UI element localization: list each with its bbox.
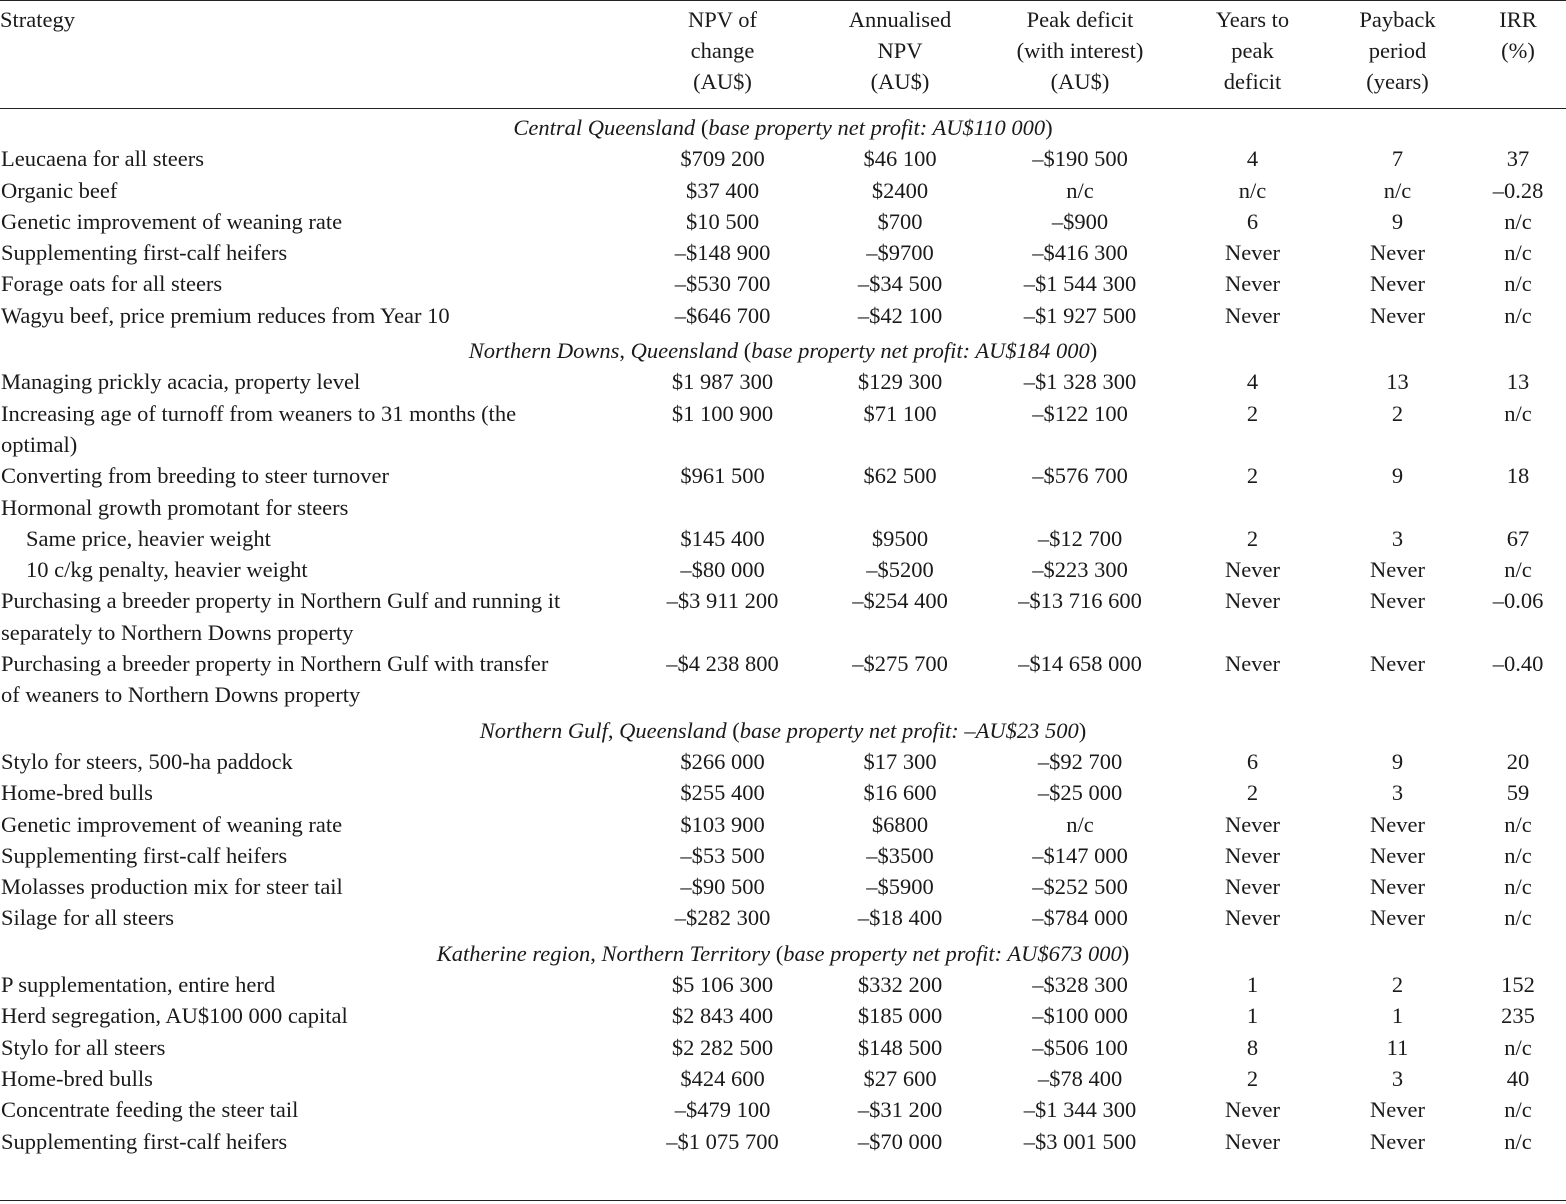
years-to-peak-cell: Never [1225,302,1280,328]
strategy-label: Molasses production mix for steer tail [1,874,343,900]
strategy-cell [0,268,625,299]
annualised-npv-cell: $27 600 [863,1065,937,1091]
irr-cell: 67 [1506,525,1530,551]
strategy-cell [0,460,625,491]
npv-of-change-cell: $424 600 [680,1065,765,1091]
strategy-label: Same price, heavier weight [26,525,271,551]
table-row [0,1126,1566,1157]
peak-deficit-cell: –$328 300 [1032,972,1128,998]
strategy-label: Genetic improvement of weaning rate [1,208,343,234]
strategy-label-continued: of weaners to Northern Downs property [1,682,361,708]
peak-deficit-cell: –$122 100 [1032,400,1128,426]
npv-of-change-cell: $1 100 900 [671,400,774,426]
strategy-label: Converting from breeding to steer turnover [1,463,390,489]
npv-of-change-cell: –$282 300 [674,905,771,931]
npv-of-change-cell: –$148 900 [674,240,771,266]
annualised-npv-cell: –$5200 [866,557,934,583]
table-row [0,300,1566,331]
npv-of-change-cell: –$1 075 700 [666,1128,779,1154]
npv-of-change-cell: $103 900 [680,811,765,837]
strategy-cell [0,902,625,933]
npv-of-change-cell: –$479 100 [674,1097,771,1123]
years-to-peak-cell: Never [1225,240,1280,266]
region-separator: , [607,717,620,743]
years-to-peak-cell: 2 [1246,525,1259,551]
annualised-npv-cell: $9500 [871,525,929,551]
irr-cell: 40 [1506,1065,1530,1091]
strategy-cell [0,1032,625,1063]
strategy-cell [0,300,625,331]
table-row [0,969,1566,1000]
table-row [0,175,1566,206]
years-to-peak-cell: Never [1225,842,1280,868]
strategy-cell [0,366,625,397]
table-row [0,777,1566,808]
peak-deficit-cell: –$14 658 000 [1018,651,1142,677]
region-state: Queensland [630,338,739,364]
strategy-label: Forage oats for all steers [1,271,223,297]
payback-period-cell: Never [1370,271,1425,297]
annualised-npv-cell: $16 600 [863,780,937,806]
annualised-npv-cell: –$31 200 [857,1097,943,1123]
npv-of-change-cell: –$646 700 [674,302,771,328]
strategy-label: Supplementing first-calf heifers [1,1128,288,1154]
payback-period-cell: 2 [1391,400,1404,426]
npv-of-change-cell: $10 500 [685,208,760,234]
strategy-cell [0,809,625,840]
irr-cell: n/c [1504,811,1532,837]
strategy-label: Stylo for all steers [1,1034,166,1060]
peak-deficit-cell [980,492,1180,523]
annualised-npv-cell [820,492,980,523]
peak-deficit-cell: –$900 [1051,208,1109,234]
irr-cell: 59 [1506,780,1530,806]
table-row [0,871,1566,902]
peak-deficit-cell: –$416 300 [1032,240,1128,266]
table-row [0,840,1566,871]
annualised-npv-cell: $71 100 [863,400,937,426]
strategy-cell [0,206,625,237]
header-irr: IRR (%) [1499,7,1537,63]
region-state: Northern Territory [601,940,771,966]
years-to-peak-cell: Never [1225,588,1280,614]
irr-cell: –0.06 [1492,588,1544,614]
strategy-label: Supplementing first-calf heifers [1,842,288,868]
payback-period-cell: 11 [1386,1034,1409,1060]
region-separator: , [619,338,631,364]
region-note: base property net profit: AU$110 000 [708,115,1046,140]
region-note: base property net profit: AU$184 000 [751,338,1090,364]
years-to-peak-cell: 6 [1246,208,1259,234]
table-row [0,902,1566,933]
header-npv-of-change: NPV of change (AU$) [688,7,757,94]
irr-cell: n/c [1504,240,1532,266]
irr-cell: 13 [1506,369,1530,395]
annualised-npv-cell: $129 300 [857,369,943,395]
irr-cell: 235 [1501,1003,1535,1029]
header-peak-deficit: Peak deficit (with interest) (AU$) [1016,7,1144,94]
top-rule [0,0,1566,1]
strategy-label: Home-bred bulls [1,1065,153,1091]
irr-cell: n/c [1504,1034,1532,1060]
region-separator: , [590,940,602,966]
irr-cell: 37 [1506,146,1530,172]
strategy-label: Purchasing a breeder property in Northern Gulf and running it [1,588,561,614]
region-heading [0,711,1566,746]
irr-cell: –0.28 [1492,177,1544,203]
payback-period-cell: 9 [1391,463,1404,489]
irr-cell: n/c [1504,302,1532,328]
strategy-cell [0,871,625,902]
npv-of-change-cell: $709 200 [680,146,765,172]
payback-period-cell: n/c [1383,177,1412,203]
payback-period-cell: 3 [1391,525,1404,551]
header-annualised-npv: Annualised NPV (AU$) [848,7,952,94]
annualised-npv-cell: $148 500 [857,1034,943,1060]
annualised-npv-cell: $6800 [871,811,929,837]
payback-period-cell: Never [1370,302,1425,328]
years-to-peak-cell: Never [1225,811,1280,837]
strategy-label: Organic beef [1,177,118,203]
peak-deficit-cell: –$1 544 300 [1023,271,1137,297]
strategy-cell [0,1063,625,1094]
strategy-cell [0,1126,625,1157]
table-row [0,1032,1566,1063]
table-row [0,206,1566,237]
strategy-label: Herd segregation, AU$100 000 capital [1,1003,348,1029]
peak-deficit-cell: –$25 000 [1037,780,1123,806]
table-row [0,1063,1566,1094]
years-to-peak-cell: 8 [1246,1034,1259,1060]
payback-period-cell: 9 [1391,208,1404,234]
region-note-open: ( [726,717,740,743]
table-row [0,523,1566,554]
peak-deficit-cell: –$147 000 [1032,842,1128,868]
table-row [0,648,1566,711]
payback-period-cell: 13 [1386,369,1409,395]
strategy-label: P supplementation, entire herd [1,972,276,998]
irr-cell: n/c [1504,1128,1532,1154]
irr-cell [1470,492,1566,523]
payback-period-cell: 7 [1391,146,1404,172]
payback-period-cell: 2 [1391,972,1404,998]
peak-deficit-cell: n/c [1066,177,1094,203]
irr-cell: n/c [1504,400,1532,426]
irr-cell: n/c [1504,874,1532,900]
header-years-to-peak-deficit: Years to peak deficit [1215,7,1290,94]
payback-period-cell: Never [1370,1097,1425,1123]
payback-period-cell: 1 [1391,1003,1404,1029]
years-to-peak-cell: 2 [1246,1065,1259,1091]
table-row [0,585,1566,648]
strategy-label: Silage for all steers [1,905,175,931]
table-body [0,108,1566,1157]
irr-cell: n/c [1504,271,1532,297]
strategy-results-table [0,4,1566,1157]
years-to-peak-cell: Never [1225,1097,1280,1123]
region-note-close: ) [1121,940,1130,966]
region-note-open: ( [695,115,709,140]
years-to-peak-cell: 1 [1246,1003,1259,1029]
strategy-cell [0,143,625,174]
strategy-cell [0,585,625,648]
region-note-close: ) [1089,338,1098,364]
peak-deficit-cell: –$78 400 [1037,1065,1123,1091]
strategy-label: Concentrate feeding the steer tail [1,1097,299,1123]
years-to-peak-cell: n/c [1238,177,1267,203]
strategy-label-continued: separately to Northern Downs property [1,619,354,645]
region-name: Northern Gulf [479,717,608,743]
table-row [0,492,1566,523]
years-to-peak-cell: 2 [1246,780,1259,806]
peak-deficit-cell: –$12 700 [1037,525,1123,551]
npv-of-change-cell: $266 000 [680,748,765,774]
strategy-cell [0,398,625,461]
annualised-npv-cell: $700 [877,208,923,234]
npv-of-change-cell: $1 987 300 [671,369,774,395]
strategy-cell [0,492,625,523]
region-state: Queensland [619,717,727,743]
npv-of-change-cell: –$90 500 [680,874,765,900]
payback-period-cell: 3 [1391,780,1404,806]
irr-cell: n/c [1504,842,1532,868]
years-to-peak-cell: Never [1225,1128,1280,1154]
strategy-cell [0,969,625,1000]
strategy-cell [0,523,625,554]
strategy-label-continued: optimal) [1,431,78,457]
years-to-peak-cell: 6 [1246,748,1259,774]
annualised-npv-cell: –$275 700 [852,651,948,677]
annualised-npv-cell: –$9700 [866,240,934,266]
region-heading [0,108,1566,143]
strategy-cell [0,840,625,871]
years-to-peak-cell [1180,492,1325,523]
peak-deficit-cell: –$92 700 [1037,748,1123,774]
strategy-label: Hormonal growth promotant for steers [1,494,349,520]
npv-of-change-cell: –$80 000 [680,557,765,583]
annualised-npv-cell: $185 000 [857,1003,943,1029]
irr-cell: n/c [1504,905,1532,931]
npv-of-change-cell: $2 843 400 [671,1003,774,1029]
region-name: Katherine region [436,940,591,966]
peak-deficit-cell: –$190 500 [1032,146,1128,172]
table-row [0,143,1566,174]
npv-of-change-cell: –$4 238 800 [666,651,779,677]
annualised-npv-cell: $17 300 [863,748,937,774]
years-to-peak-cell: Never [1225,271,1280,297]
table-row [0,460,1566,491]
npv-of-change-cell: –$53 500 [680,842,765,868]
npv-of-change-cell: $145 400 [680,525,765,551]
strategy-cell [0,1000,625,1031]
annualised-npv-cell: –$5900 [866,874,934,900]
table-row [0,366,1566,397]
strategy-label: Stylo for steers, 500-ha paddock [1,748,293,774]
peak-deficit-cell: –$223 300 [1032,557,1128,583]
strategy-cell [0,746,625,777]
table-row [0,1094,1566,1125]
strategy-cell [0,237,625,268]
peak-deficit-cell: –$506 100 [1032,1034,1128,1060]
irr-cell: 152 [1501,972,1535,998]
table-header [0,4,1566,108]
region-note: base property net profit: AU$673 000 [783,940,1122,966]
years-to-peak-cell: Never [1225,557,1280,583]
irr-cell: n/c [1504,208,1532,234]
payback-period-cell: Never [1370,651,1425,677]
years-to-peak-cell: 4 [1246,369,1259,395]
annualised-npv-cell: –$18 400 [857,905,943,931]
annualised-npv-cell: –$42 100 [857,302,943,328]
payback-period-cell: Never [1370,557,1425,583]
years-to-peak-cell: 4 [1246,146,1259,172]
years-to-peak-cell: 2 [1246,400,1259,426]
bottom-rule [0,1200,1566,1201]
payback-period-cell: Never [1370,588,1425,614]
npv-of-change-cell: $2 282 500 [671,1034,774,1060]
annualised-npv-cell: –$34 500 [857,271,943,297]
annualised-npv-cell: –$3500 [866,842,934,868]
payback-period-cell [1325,492,1470,523]
npv-of-change-cell: –$530 700 [674,271,771,297]
annualised-npv-cell: $46 100 [863,146,937,172]
table-row [0,398,1566,461]
peak-deficit-cell: –$1 344 300 [1023,1097,1137,1123]
npv-of-change-cell: $5 106 300 [671,972,774,998]
irr-cell: 20 [1506,748,1530,774]
peak-deficit-cell: –$784 000 [1032,905,1128,931]
strategy-cell [0,777,625,808]
npv-of-change-cell: $37 400 [685,177,760,203]
peak-deficit-cell: –$3 001 500 [1023,1128,1137,1154]
strategy-cell [0,175,625,206]
peak-deficit-cell: –$100 000 [1032,1003,1128,1029]
strategy-label: Leucaena for all steers [1,146,205,172]
payback-period-cell: Never [1370,811,1425,837]
npv-of-change-cell: $961 500 [680,463,765,489]
region-note: base property net profit: –AU$23 500 [739,717,1079,743]
table-row [0,237,1566,268]
irr-cell: 18 [1506,463,1530,489]
region-note-open: ( [738,338,752,364]
years-to-peak-cell: Never [1225,651,1280,677]
region-name: Central Queensland [513,115,696,140]
strategy-label: Home-bred bulls [1,780,153,806]
annualised-npv-cell: –$254 400 [852,588,948,614]
table-row [0,746,1566,777]
annualised-npv-cell: $62 500 [863,463,937,489]
strategy-cell [0,648,625,711]
irr-cell: –0.40 [1492,651,1544,677]
years-to-peak-cell: 1 [1246,972,1259,998]
header-strategy: Strategy [0,7,75,32]
table-row [0,268,1566,299]
region-heading [0,331,1566,366]
strategy-label: Wagyu beef, price premium reduces from Year 10 [1,302,450,328]
strategy-label: Managing prickly acacia, property level [1,369,361,395]
region-heading [0,934,1566,969]
region-note-open: ( [770,940,784,966]
irr-cell: n/c [1504,1097,1532,1123]
peak-deficit-cell: –$576 700 [1032,463,1128,489]
payback-period-cell: Never [1370,874,1425,900]
peak-deficit-cell: –$1 328 300 [1023,369,1137,395]
peak-deficit-cell: –$1 927 500 [1023,302,1137,328]
payback-period-cell: 9 [1391,748,1404,774]
strategy-cell [0,1094,625,1125]
peak-deficit-cell: –$13 716 600 [1018,588,1142,614]
region-name: Northern Downs [468,338,620,364]
payback-period-cell: Never [1370,905,1425,931]
annualised-npv-cell: –$70 000 [857,1128,943,1154]
npv-of-change-cell [625,492,820,523]
payback-period-cell: Never [1370,842,1425,868]
peak-deficit-cell: n/c [1066,811,1094,837]
annualised-npv-cell: $332 200 [857,972,943,998]
strategy-cell [0,554,625,585]
npv-of-change-cell: –$3 911 200 [666,588,779,614]
npv-of-change-cell: $255 400 [680,780,765,806]
payback-period-cell: Never [1370,1128,1425,1154]
header-payback-period: Payback period (years) [1359,7,1436,94]
region-note-close: ) [1045,115,1053,140]
payback-period-cell: 3 [1391,1065,1404,1091]
years-to-peak-cell: Never [1225,874,1280,900]
strategy-label: Supplementing first-calf heifers [1,240,288,266]
strategy-label: Genetic improvement of weaning rate [1,811,343,837]
table-row [0,1000,1566,1031]
years-to-peak-cell: 2 [1246,463,1259,489]
peak-deficit-cell: –$252 500 [1032,874,1128,900]
strategy-label: Purchasing a breeder property in Northern Gulf with transfer [1,651,549,677]
annualised-npv-cell: $2400 [871,177,929,203]
table-row [0,554,1566,585]
table-row [0,809,1566,840]
strategy-label: Increasing age of turnoff from weaners to 31 months (the [1,400,517,426]
years-to-peak-cell: Never [1225,905,1280,931]
irr-cell: n/c [1504,557,1532,583]
payback-period-cell: Never [1370,240,1425,266]
region-note-close: ) [1078,717,1087,743]
strategy-label: 10 c/kg penalty, heavier weight [26,557,308,583]
